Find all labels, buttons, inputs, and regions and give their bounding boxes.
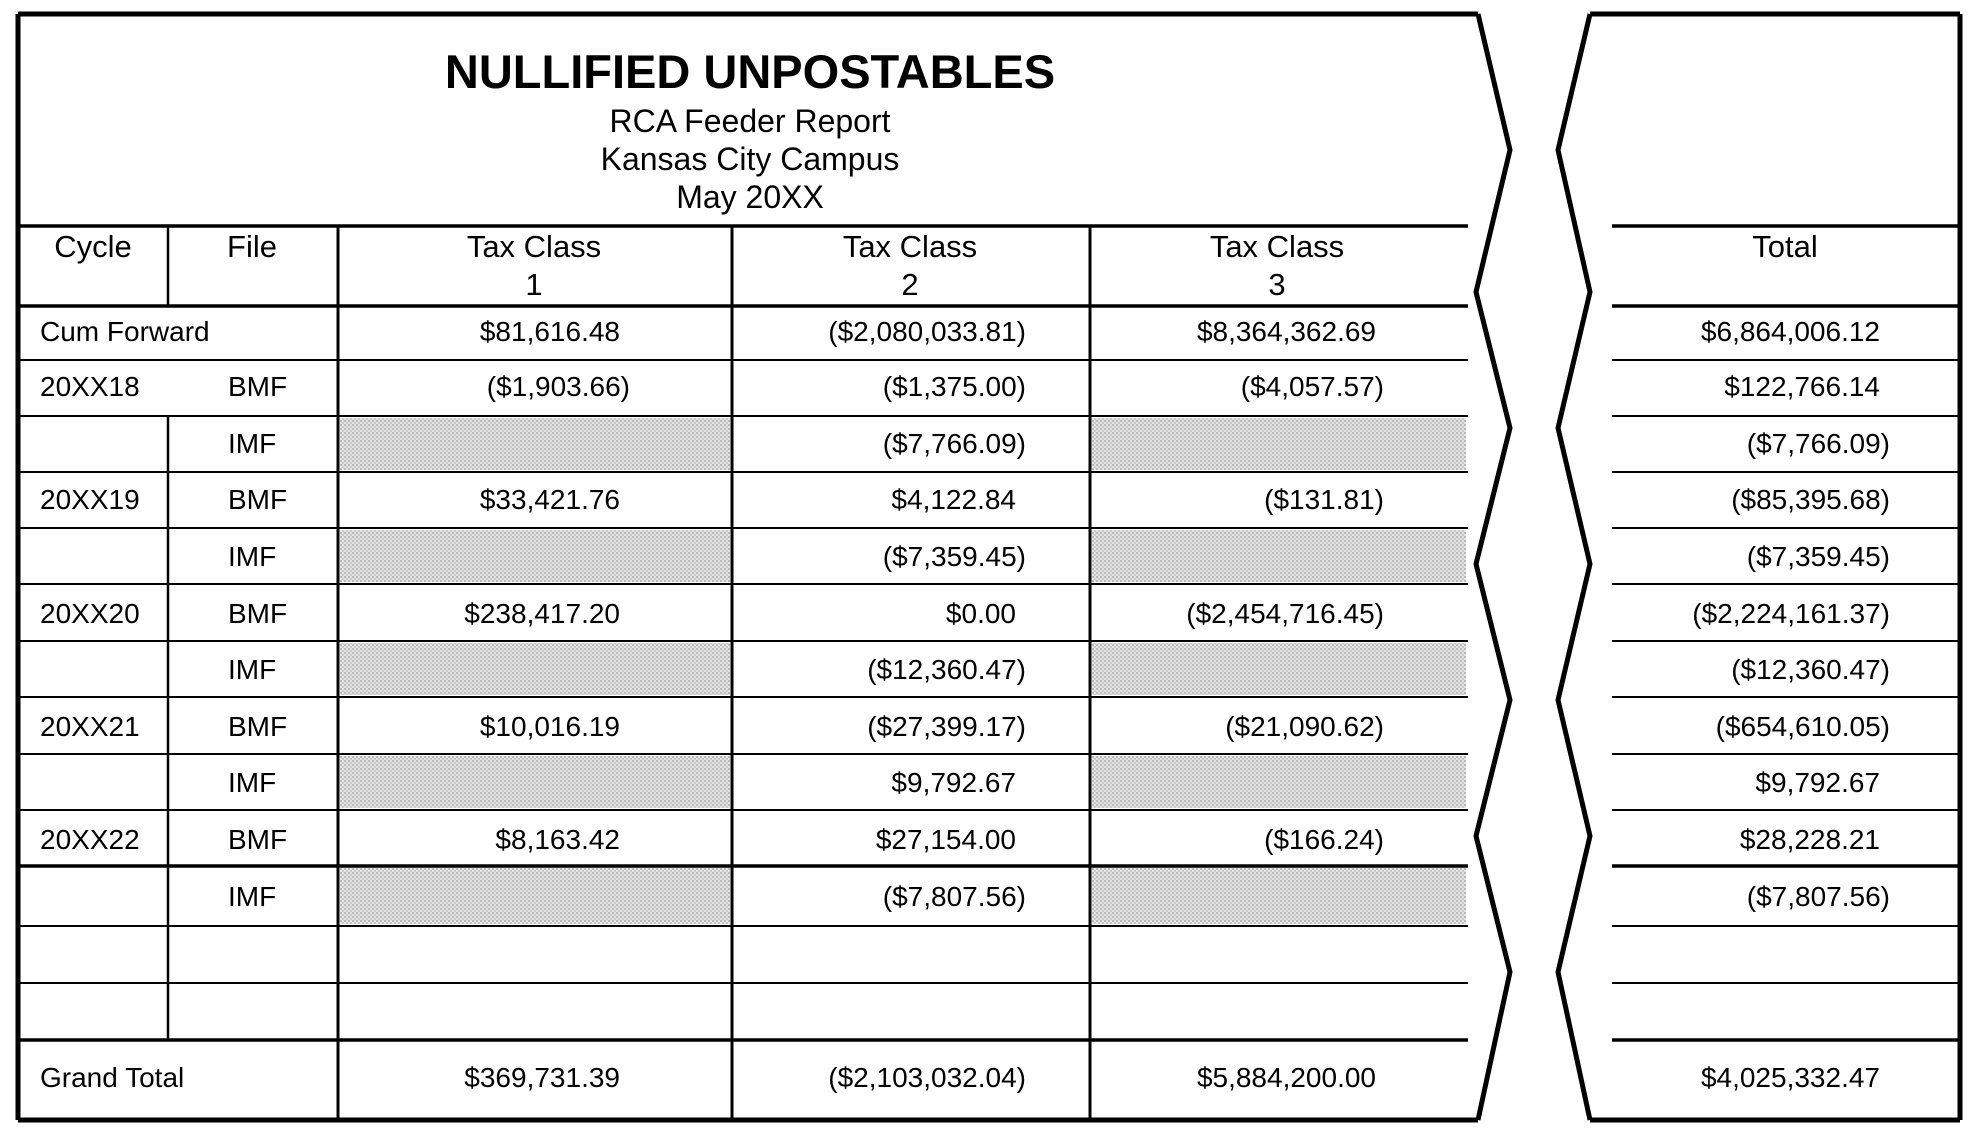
row-tax-class-2: $9,792.67 <box>891 767 1016 798</box>
row-file: IMF <box>228 654 277 685</box>
row-tax-class-1: $33,421.76 <box>479 484 620 515</box>
col-header-tax-class-2-line2: 2 <box>901 267 919 302</box>
cum-forward-label: Cum Forward <box>40 316 210 347</box>
col-header-tax-class-1-line2: 1 <box>525 267 543 302</box>
col-header-total: Total <box>1752 229 1818 264</box>
row-tax-class-2: ($7,359.45) <box>882 541 1026 572</box>
col-header-tax-class-1-line1: Tax Class <box>466 229 602 264</box>
row-total: ($12,360.47) <box>1731 654 1890 685</box>
col-header-tax-class-3-line2: 3 <box>1268 267 1286 302</box>
row-tax-class-1: $10,016.19 <box>479 711 620 742</box>
row-tax-class-2: ($12,360.47) <box>867 654 1026 685</box>
col-header-tax-class-1 <box>338 228 730 304</box>
row-tax-class-1: $8,163.42 <box>495 824 620 855</box>
row-tax-class-3: ($2,454,716.45) <box>1186 598 1384 629</box>
row-tax-class-3: ($21,090.62) <box>1225 711 1384 742</box>
report-subtitle-1: RCA Feeder Report <box>609 103 891 139</box>
report-subtitle-3: May 20XX <box>676 179 824 215</box>
row-file: BMF <box>228 598 288 629</box>
cum-forward-tax-class-3: $8,364,362.69 <box>1196 316 1376 347</box>
row-total: ($85,395.68) <box>1731 484 1890 515</box>
row-tax-class-2: ($1,375.00) <box>882 371 1026 402</box>
row-tax-class-1: $238,417.20 <box>464 598 620 629</box>
break-edge-right <box>1558 14 1590 1120</box>
shaded-cell <box>1092 756 1466 808</box>
row-file: IMF <box>228 881 277 912</box>
grand-total-total: $4,025,332.47 <box>1700 1062 1880 1093</box>
grand-total-tax-class-3: $5,884,200.00 <box>1196 1062 1376 1093</box>
shaded-cell <box>1092 868 1466 924</box>
row-total: ($7,359.45) <box>1746 541 1890 572</box>
row-cycle: 20XX19 <box>40 484 140 515</box>
row-cycle: 20XX20 <box>40 598 140 629</box>
row-file: IMF <box>228 767 277 798</box>
shaded-cell <box>340 418 730 470</box>
row-file: IMF <box>228 541 277 572</box>
shaded-cell <box>1092 643 1466 695</box>
row-tax-class-1: ($1,903.66) <box>486 371 630 402</box>
row-total: ($654,610.05) <box>1715 711 1890 742</box>
cum-forward-total: $6,864,006.12 <box>1700 316 1880 347</box>
row-tax-class-2: $4,122.84 <box>891 484 1016 515</box>
row-total: ($2,224,161.37) <box>1692 598 1890 629</box>
grand-total-tax-class-1: $369,731.39 <box>464 1062 620 1093</box>
row-file: BMF <box>228 371 288 402</box>
row-tax-class-3: ($166.24) <box>1264 824 1384 855</box>
row-file: BMF <box>228 824 288 855</box>
col-header-tax-class-2-line1: Tax Class <box>842 229 978 264</box>
row-tax-class-2: ($7,807.56) <box>882 881 1026 912</box>
shaded-cell <box>1092 418 1466 470</box>
row-total: ($7,766.09) <box>1746 428 1890 459</box>
shaded-cell <box>1092 530 1466 582</box>
col-header-tax-class-3 <box>1090 228 1464 304</box>
shaded-cell <box>340 868 730 924</box>
report-title: NULLIFIED UNPOSTABLES <box>444 45 1056 98</box>
row-total: $28,228.21 <box>1739 824 1880 855</box>
cum-forward-tax-class-2: ($2,080,033.81) <box>828 316 1026 347</box>
col-header-file: File <box>227 229 277 264</box>
row-tax-class-2: ($7,766.09) <box>882 428 1026 459</box>
row-file: BMF <box>228 711 288 742</box>
row-total: $122,766.14 <box>1724 371 1880 402</box>
row-total: ($7,807.56) <box>1746 881 1890 912</box>
shaded-cell <box>340 530 730 582</box>
row-file: BMF <box>228 484 288 515</box>
row-tax-class-2: ($27,399.17) <box>867 711 1026 742</box>
col-header-cycle: Cycle <box>54 229 132 264</box>
row-tax-class-2: $0.00 <box>945 598 1016 629</box>
row-tax-class-2: $27,154.00 <box>875 824 1016 855</box>
row-file: IMF <box>228 428 277 459</box>
grand-total-label: Grand Total <box>40 1062 185 1093</box>
shaded-cell <box>340 643 730 695</box>
row-cycle: 20XX22 <box>40 824 140 855</box>
row-total: $9,792.67 <box>1755 767 1880 798</box>
grand-total-tax-class-2: ($2,103,032.04) <box>828 1062 1026 1093</box>
col-header-tax-class-2 <box>732 228 1088 304</box>
break-edge-left <box>1476 14 1510 1120</box>
row-cycle: 20XX21 <box>40 711 140 742</box>
col-header-tax-class-3-line1: Tax Class <box>1209 229 1345 264</box>
row-tax-class-3: ($131.81) <box>1264 484 1384 515</box>
row-tax-class-3: ($4,057.57) <box>1240 371 1384 402</box>
shaded-cell <box>340 756 730 808</box>
report-subtitle-2: Kansas City Campus <box>600 141 900 177</box>
cum-forward-tax-class-1: $81,616.48 <box>479 316 620 347</box>
row-cycle: 20XX18 <box>40 371 140 402</box>
